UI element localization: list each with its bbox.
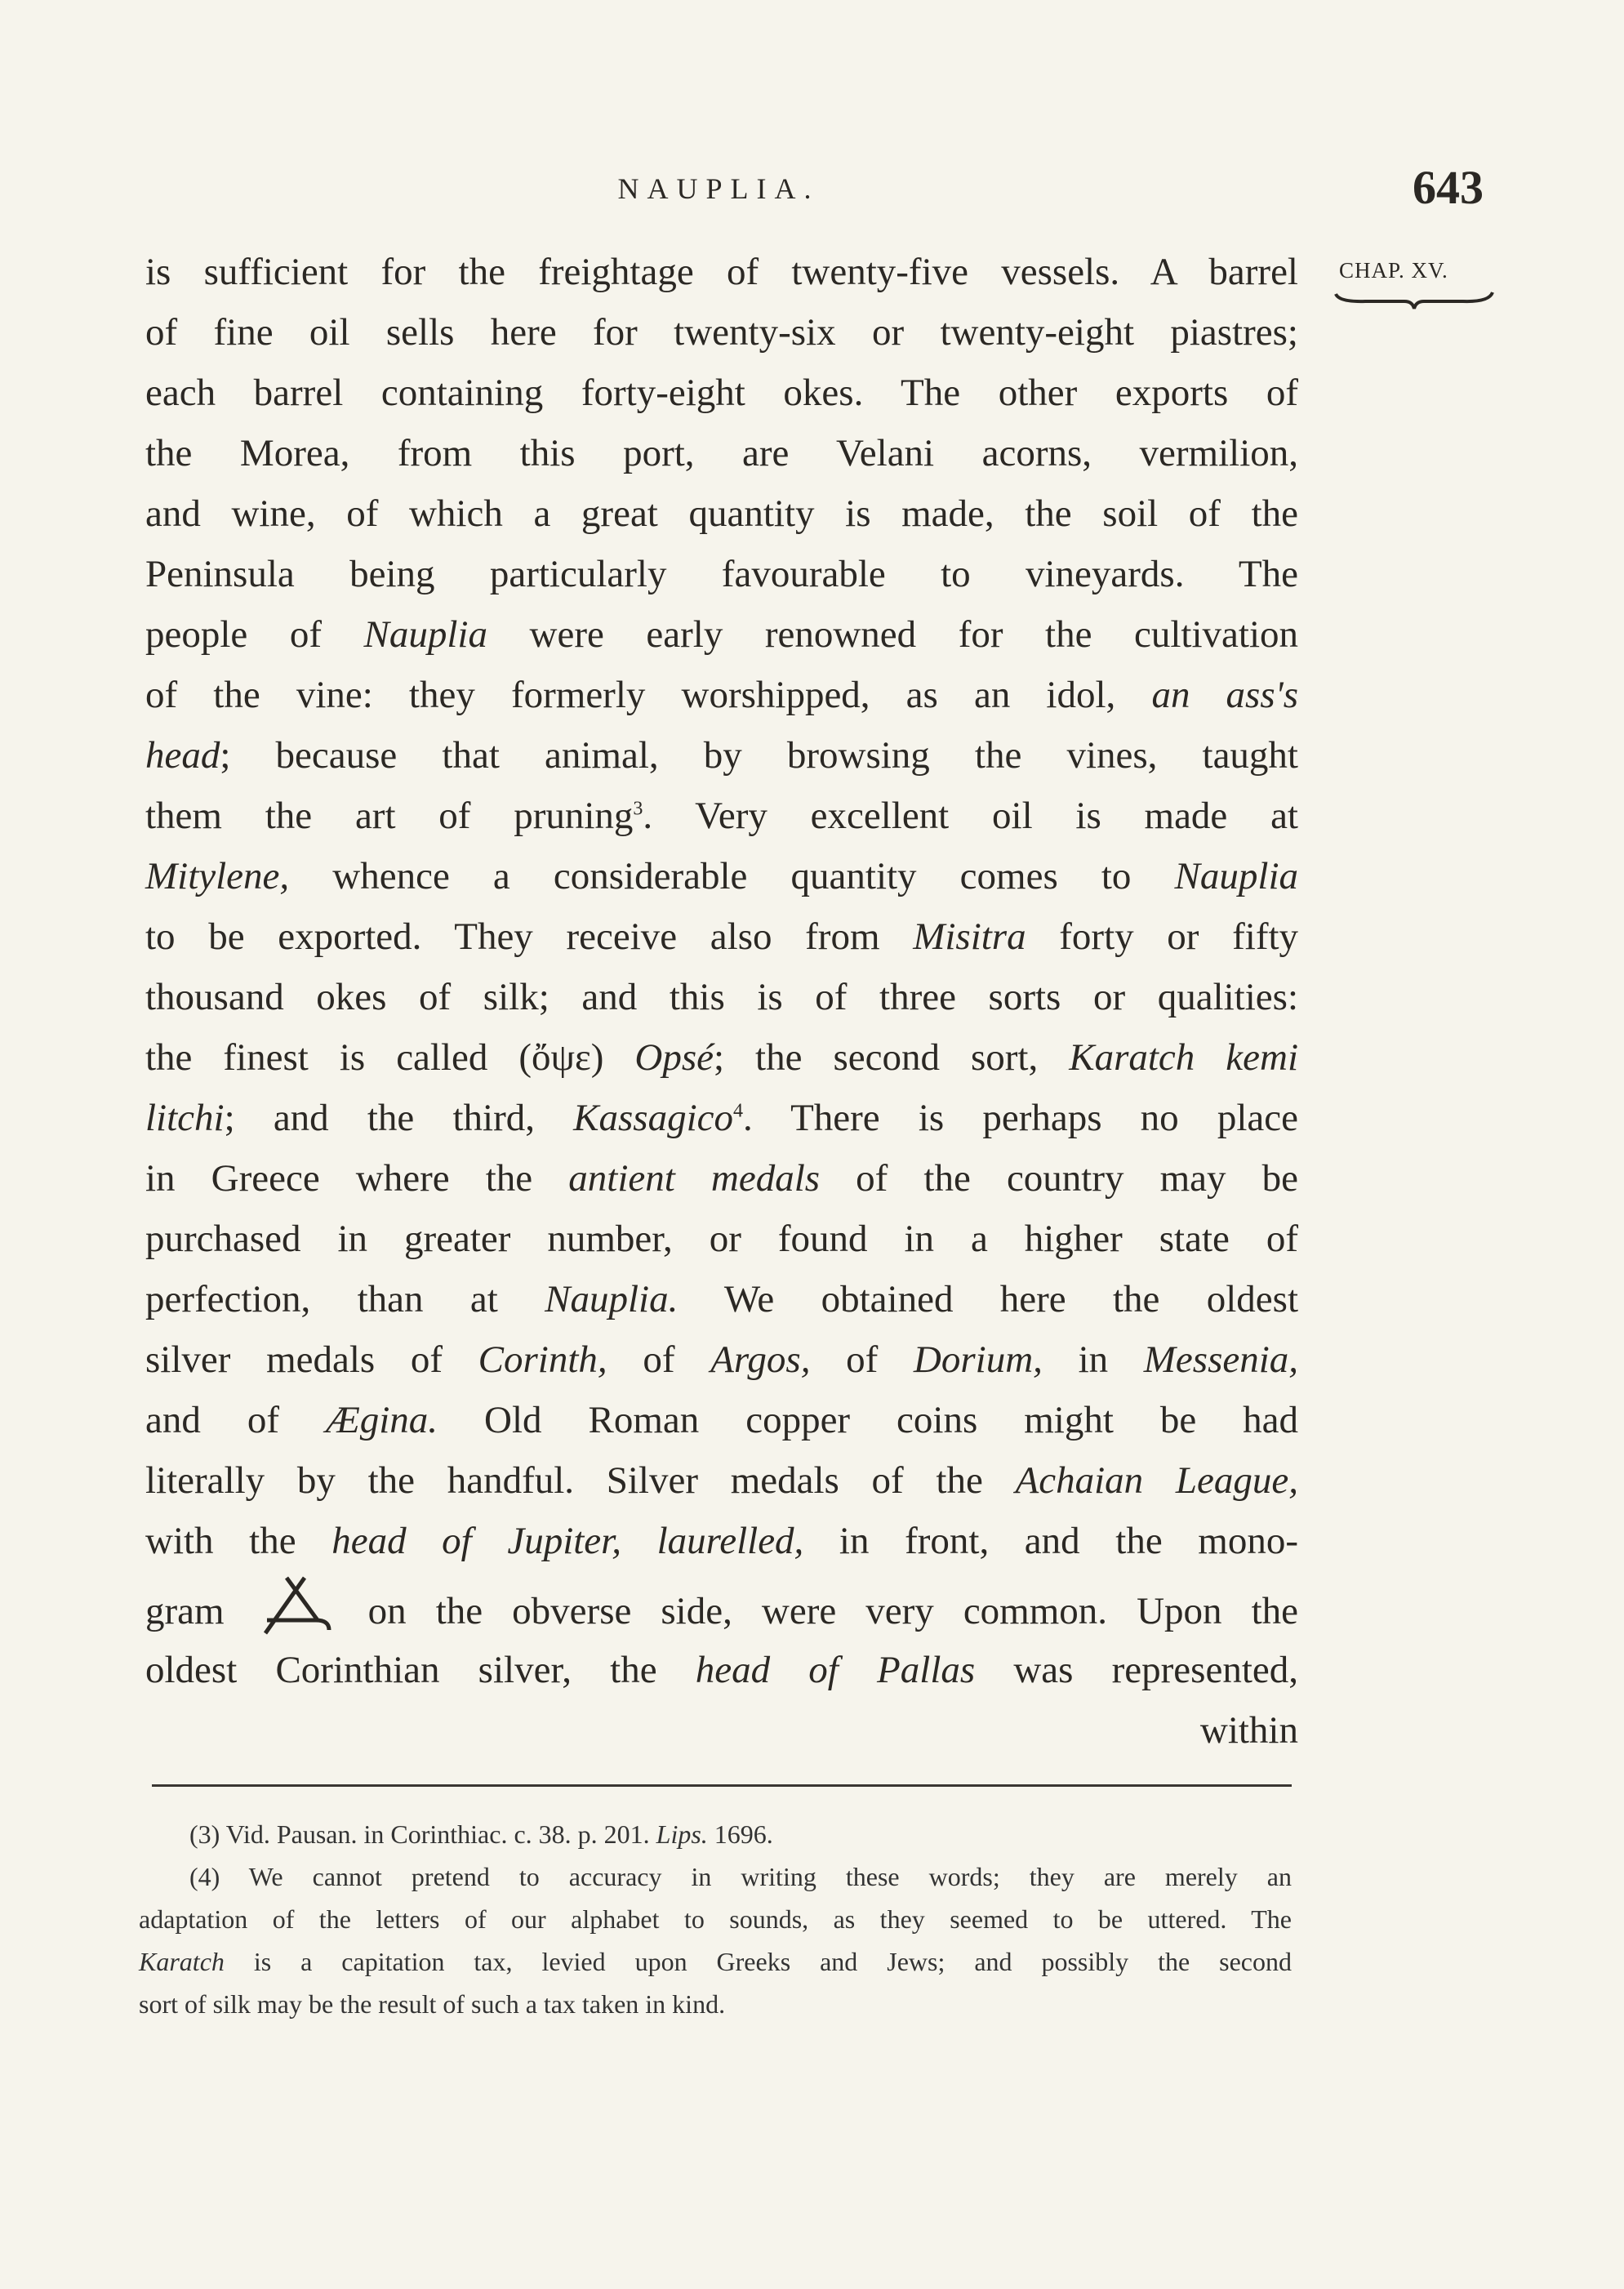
footnote-rule bbox=[152, 1784, 1292, 1787]
chapter-brace-icon bbox=[1333, 287, 1496, 312]
text-line: to be exported. They receive also from Misitra forty or fifty bbox=[145, 915, 1299, 958]
footnote-line: sort of silk may be the result of such a tax taken in kind. bbox=[139, 1989, 726, 2019]
achaian-monogram-icon bbox=[254, 1571, 339, 1635]
page-number: 643 bbox=[1413, 161, 1484, 214]
footnote-ref: 4 bbox=[733, 1100, 743, 1122]
footnote-ref: 3 bbox=[633, 798, 643, 820]
text-line: and wine, of which a great quantity is made, the soil of the bbox=[145, 492, 1298, 535]
text-line: perfection, than at Nauplia. We obtained here the oldest bbox=[145, 1278, 1299, 1320]
footnotes bbox=[139, 1813, 1292, 2025]
text-line: litchi; and the third, Kassagico$^4$. There is perhaps no place bbox=[145, 1097, 1298, 1139]
text-line: of fine oil sells here for twenty-six or twenty-eight piastres; bbox=[145, 311, 1298, 354]
running-head: NAUPLIA. bbox=[617, 172, 820, 205]
text-line: of the vine: they formerly worshipped, as an idol, an ass's bbox=[145, 674, 1298, 716]
footnote-4: (4) We cannot pretend to accuracy in writing these words; they are merely an bbox=[189, 1862, 1292, 1891]
text-line: purchased in greater number, or found in a higher state of bbox=[145, 1218, 1298, 1260]
text-line: the Morea, from this port, are Velani acorns, vermilion, bbox=[145, 432, 1298, 474]
text-line: in Greece where the antient medals of the country may be bbox=[145, 1157, 1299, 1200]
text-line: literally by the handful. Silver medals of the Achaian League, bbox=[145, 1459, 1298, 1502]
footnote-3: (3) Vid. Pausan. in Corinthiac. c. 38. p. 201. Lips. 1696. bbox=[189, 1819, 773, 1849]
text-line: Mitylene, whence a considerable quantity comes to Nauplia bbox=[145, 855, 1299, 897]
footnote-line: Karatch is a capitation tax, levied upon Greeks and Jews; and possibly the second bbox=[139, 1947, 1293, 1976]
text-line: is sufficient for the freightage of twenty-five vessels. A barrel bbox=[145, 251, 1298, 293]
chapter-label: CHAP. XV. bbox=[1339, 258, 1448, 283]
footnote-line: adaptation of the letters of our alphabet to sounds, as they seemed to be uttered. The bbox=[139, 1904, 1292, 1934]
text-line: head; because that animal, by browsing the vines, taught bbox=[145, 734, 1298, 777]
text-line: people of Nauplia were early renowned for the cultivation bbox=[145, 613, 1299, 656]
body-text bbox=[145, 242, 1298, 1761]
catchword: within bbox=[1199, 1709, 1298, 1752]
text-line: each barrel containing forty-eight okes. The other exports of bbox=[145, 372, 1298, 414]
text-line: and of Ægina. Old Roman copper coins might be had bbox=[145, 1399, 1299, 1441]
text-line: oldest Corinthian silver, the head of Pallas was represented, bbox=[145, 1649, 1298, 1691]
text-line: them the art of pruning$^3$. Very excellent oil is made at bbox=[145, 795, 1298, 837]
text-line: silver medals of Corinth, of Argos, of Dorium, in Messenia, bbox=[145, 1338, 1299, 1381]
text-line: gram on the obverse side, were very common. Upon the bbox=[145, 1571, 1298, 1640]
text-line: the finest is called (ὄψε) Opsé; the second sort, Karatch kemi bbox=[145, 1036, 1299, 1079]
text-line: thousand okes of silk; and this is of three sorts or qualities: bbox=[145, 976, 1298, 1018]
text-line: with the head of Jupiter, laurelled, in front, and the mono- bbox=[145, 1520, 1299, 1562]
text-line: Peninsula being particularly favourable to vineyards. The bbox=[145, 553, 1298, 595]
